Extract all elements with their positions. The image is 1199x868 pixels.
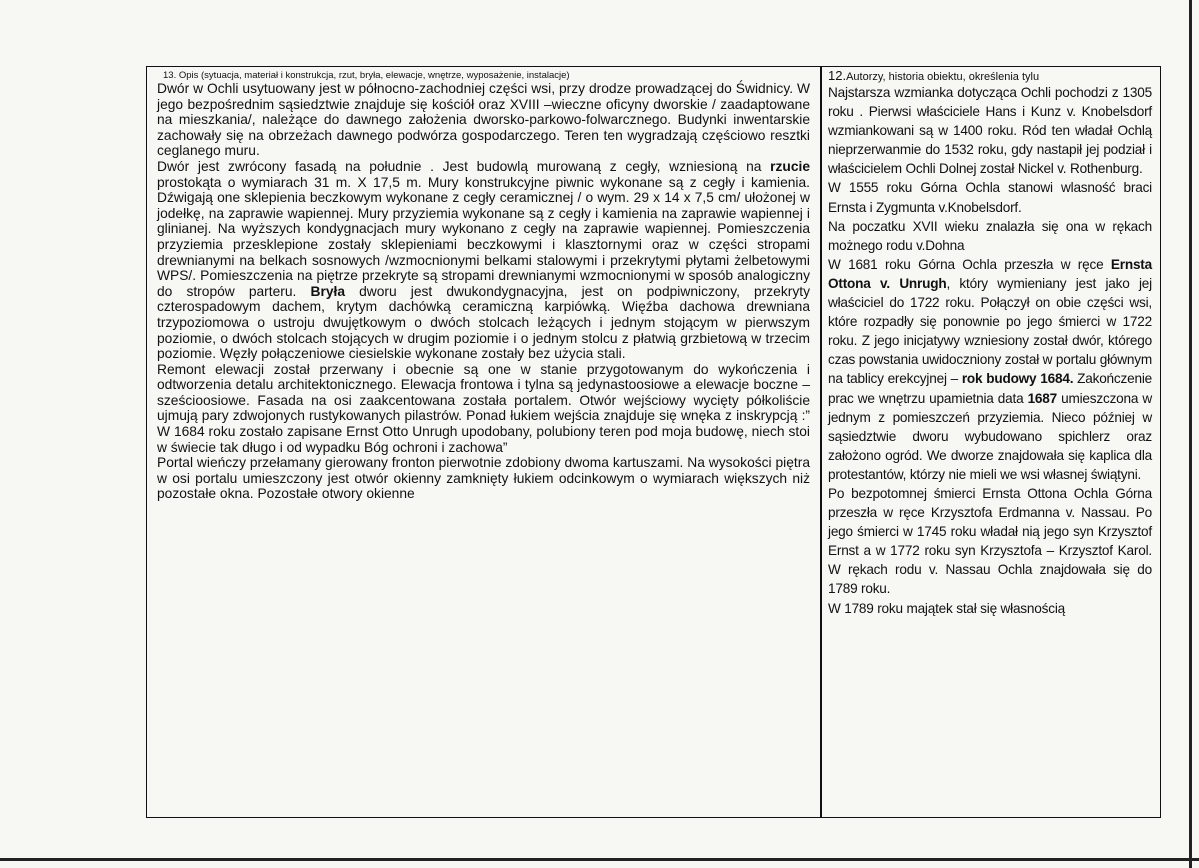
text-run: umieszczona w jednym z pomieszczeń przyziemia. Nieco później w sąsiedztwie dworu wybudowano spichlerz oraz założono ogród. We dworze znajdowała się kaplica dla protestantów, którzy nie mieli we wsi własnej świątyni. [828, 390, 1152, 482]
history-paragraph-4 [828, 255, 1152, 484]
form-table [146, 66, 1161, 818]
page-edge-right [1189, 0, 1192, 868]
section-12-title: Autorzy, historia obiektu, określenia tylu [846, 71, 1040, 83]
description-paragraph-3: Remont elewacji został przerwany i obecnie są one w stanie przygotowanym do wykończenia i odtworzenia detalu architektonicznego. Elewacja frontowa i tylna są jedynastoosiowe a elewacje boczne – sześcioosiowe. Fasada na osi zaakcentowana została portalem. Otwór wejściowy wycięty półkoliście ujmują pary zdwojonych rustykowanych pilastrów. Ponad łukiem wejścia znajduje się wnęka z inskrypcją :” W 1684 roku zostało zapisane Ernst Otto Unrugh upodobany, polubiony teren pod moja budowę, niech stoi w świecie tak długo i od wypadku Bóg ochroni i zachowa” [157, 361, 810, 455]
description-column [147, 67, 819, 502]
text-run: Dwór jest zwrócony fasadą na południe . Jest budowlą murowaną z cegły, wzniesioną na [157, 158, 771, 174]
history-paragraph-5: Po bezpotomnej śmierci Ernsta Ottona Ochla Górna przeszła w ręce Krzysztofa Erdmanna v. Nassau. Po jego śmierci w 1745 roku władał nią jego syn Krzysztof Ernst a w 1772 roku syn Krzysztofa – Krzysztof Karol. W rękach rodu v. Nassau Ochla znajdowała się do 1789 roku. [828, 485, 1152, 597]
bold-construction-year: rok budowy 1684. [961, 371, 1074, 387]
section-12-number: 12. [828, 68, 847, 83]
bold-year-1687: 1687 [1027, 390, 1058, 406]
page-edge-bottom [0, 858, 1199, 861]
section-13-header: 13. Opis (sytuacja, materiał i konstrukcja, rzut, bryła, elewacje, wnętrze, wyposażenie, instalacje) [163, 70, 570, 81]
bold-term-rzucie: rzucie [770, 158, 810, 174]
section-12-header [828, 70, 1152, 83]
text-run: Zakończenie prac we wnętrzu upamietnia data [828, 371, 1153, 406]
text-run: , który wymieniany jest jako jej właściciel do 1722 roku. Połączył on obie części wsi, które rozpadły się ponownie po jego śmierci w 1722 roku. Z jego inicjatywy wzniesiony został dwór, którego czas powstania uwidoczniony został w portalu głównym na tablicy erekcyjnej – [828, 275, 1152, 387]
history-paragraph-6: W 1789 roku majątek stał się własnością [828, 600, 1065, 616]
history-column [823, 67, 1160, 618]
history-paragraph-2: W 1555 roku Górna Ochla stanowi wlasność braci Ernsta i Zygmunta v.Knobelsdorf. [828, 180, 1152, 215]
text-run: W 1681 roku Górna Ochla przeszła w ręce [828, 256, 1111, 272]
description-paragraph-1: Dwór w Ochli usytuowany jest w północno-zachodniej części wsi, przy drodze prowadzącej do Świdnicy. W jego bezpośrednim sąsiedztwie znajduje się kościół oraz XVIII –wieczne oficyny dworskie / zaadaptowane na mieszkania/, należące do dawnego założenia dworsko-parkowo-folwarcznego. Budynki inwentarskie zachowały się na obrzeżach dawnego podwórza gospodarczego. Teren ten wygradzają częściowo resztki ceglanego muru. [157, 81, 810, 159]
history-paragraph-3: Na poczatku XVII wieku znalazła się ona w rękach możnego rodu v.Dohna [828, 218, 1152, 253]
description-paragraph-2 [157, 159, 810, 362]
description-paragraph-4: Portal wieńczy przełamany gierowany fronton pierwotnie zdobiony dwoma kartuszami. Na wysokości piętra w osi portalu umieszczony jest otwór okienny zamknięty łukiem odcinkowym o wymiarach większych niż pozostałe okna. Pozostałe otwory okienne [157, 455, 810, 502]
column-divider [820, 67, 822, 817]
bold-name-ernst-otto: Ernsta Ottona v. Unrugh [828, 256, 1152, 291]
bold-term-bryla: Bryła [310, 283, 345, 299]
text-run: prostokąta o wymiarach 31 m. X 17,5 m. Mury konstrukcyjne piwnic wykonane są z cegły i kamienia. Dźwigają one sklepienia beczkowym wykonane z cegły ceramicznej / o wym. 29 x 14 x 7,5 cm/ ułożonej w jodełkę, na zaprawie wapiennej. Mury przyziemia wykonane są z cegły i kamienia na zaprawie wapiennej i glinianej. Na wyższych kondygnacjach mury wykonano z cegły na zaprawie wapiennej. Pomieszczenia przyziemia przesklepione zostały sklepieniami beczkowymi i klasztornymi oraz w części stropami drewnianymi na belkach sosnowych /wzmocnionymi belkami stalowymi i przekrytymi płytami żelbetowymi WPS/. Pomieszczenia na piętrze przekryte są stropami drewnianymi wzmocnionymi w sposób analogiczny do stropów parteru. [157, 174, 810, 299]
history-paragraph-1: Najstarsza wzmianka dotycząca Ochli pochodzi z 1305 roku . Pierwsi właściciele Hans i Kunz v. Knobelsdorf wzmiankowani są w 1400 roku. Ród ten władał Ochlą nieprzerwanmie do 1532 roku, gdy nastapił jej podział i właścicielem Ochli Dolnej został Nickel v. Rothenburg. [828, 85, 1152, 177]
text-run: dworu jest dwukondygnacyjna, jest on podpiwniczony, przekryty czterospadowym dachem, krytym dachówką ceramiczną karpiówką. Więźba dachowa drewniana trzypoziomowa o ustroju dwujętkowym o dwóch stolcach leżących i jednym stojącym w pierwszym poziomie, o dwóch stolcach stojących w drugim poziomie i o jednym stolcu z płatwią grzbietową w trzecim poziomie. Węzły połączeniowe ciesielskie wykonane zostały bez użycia stali. [157, 283, 810, 362]
